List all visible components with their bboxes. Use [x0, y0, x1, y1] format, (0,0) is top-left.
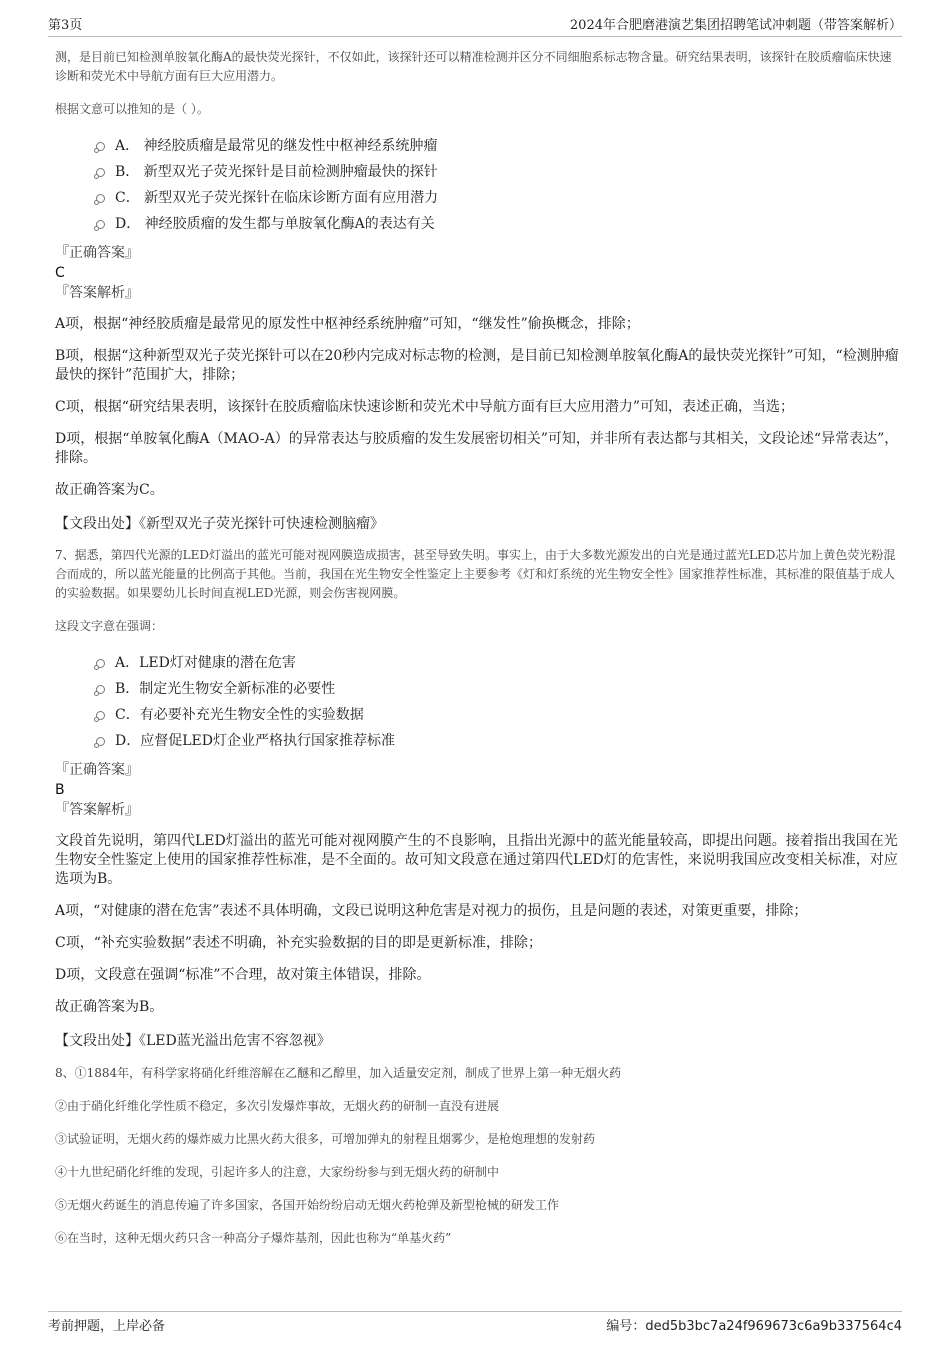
q7-analysis-c: C项，“补充实验数据”表述不明确，补充实验数据的目的即是更新标准，排除； [55, 935, 543, 951]
q7-analysis-d: D项，文段意在强调“标准”不合理，故对策主体错误，排除。 [55, 967, 431, 983]
q6-option-b[interactable]: B． 新型双光子荧光探针是目前检测肿瘤最快的探针 [95, 159, 900, 185]
document-title: 2024年合肥磨港演艺集团招聘笔试冲刺题（带答案解析） [569, 18, 902, 33]
q8-item-3: ③试验证明，无烟火药的爆炸威力比黑火药大很多，可增加弹丸的射程且烟雾少，是枪炮理想的发射药 [55, 1132, 596, 1146]
q6-answer-label: 『正确答案』 [55, 245, 139, 261]
document-id: 编号：ded5b3bc7a24f969673c6a9b337564c4 [606, 1319, 902, 1334]
q8-item-4: ④十九世纪硝化纤维的发现，引起许多人的注意，大家纷纷参与到无烟火药的研制中 [55, 1165, 500, 1179]
q7-conclusion: 故正确答案为B。 [55, 999, 164, 1015]
radio-icon[interactable] [96, 711, 105, 720]
q6-option-d[interactable]: D． 神经胶质瘤的发生都与单胺氧化酶A的表达有关 [95, 211, 900, 237]
q6-analysis-label: 『答案解析』 [55, 285, 139, 301]
q7-option-a[interactable]: A．LED灯对健康的潜在危害 [95, 650, 900, 676]
q7-stem: 7、据悉，第四代光源的LED灯溢出的蓝光可能对视网膜造成损害，甚至导致失明。事实上，由于大多数光源发出的白光是通过蓝光LED芯片加上黄色荧光粉混合而成的，所以蓝光能量的比例高于其他。当前，我国在光生物安全性鉴定上主要参考《灯和灯系统的光生物安全性》国家推荐性标准，其标准的限值基于成人的实验数据。如果婴幼儿长时间直视LED光源，则会伤害视网膜。 [55, 548, 896, 600]
page-header [48, 14, 902, 37]
q7-analysis-a: A项，“对健康的潜在危害”表述不具体明确，文段已说明这种危害是对视力的损伤，且是问题的表述，对策更重要，排除； [55, 903, 808, 919]
q6-analysis-a: A项，根据“神经胶质瘤是最常见的原发性中枢神经系统肿瘤”可知，“继发性”偷换概念，排除； [55, 316, 640, 332]
radio-icon[interactable] [96, 168, 105, 177]
q7-prompt: 这段文字意在强调： [55, 619, 164, 633]
q6-prompt: 根据文意可以推知的是（ ）。 [55, 102, 209, 116]
page-number: 第3页 [48, 18, 83, 33]
q7-options [95, 650, 900, 754]
footer-slogan: 考前押题，上岸必备 [48, 1319, 166, 1334]
q6-option-a[interactable]: A． 神经胶质瘤是最常见的继发性中枢神经系统肿瘤 [95, 133, 900, 159]
q6-source: 【文段出处】《新型双光子荧光探针可快速检测脑瘤》 [55, 516, 384, 532]
radio-icon[interactable] [96, 659, 105, 668]
q6-analysis-d: D项，根据“单胺氧化酶A（MAO-A）的异常表达与胶质瘤的发生发展密切相关”可知，并非所有表达都与其相关，文段论述“异常表达”，排除。 [55, 431, 899, 466]
q6-option-c[interactable]: C． 新型双光子荧光探针在临床诊断方面有应用潜力 [95, 185, 900, 211]
q6-analysis-c: C项，根据“研究结果表明，该探针在胶质瘤临床快速诊断和荧光术中导航方面有巨大应用潜力”可知，表述正确，当选； [55, 399, 795, 415]
q6-stem: 测，是目前已知检测单胺氧化酶A的最快荧光探针，不仅如此，该探针还可以精准检测并区分不同细胞系标志物含量。研究结果表明，该探针在胶质瘤临床快速诊断和荧光术中导航方面有巨大应用潜力。 [55, 50, 892, 83]
q7-analysis-label: 『答案解析』 [55, 802, 139, 818]
q7-answer: B [55, 782, 65, 798]
q8-item-1: 8、①1884年，有科学家将硝化纤维溶解在乙醚和乙醇里，加入适量安定剂，制成了世界上第一种无烟火药 [55, 1066, 622, 1080]
q8-item-2: ②由于硝化纤维化学性质不稳定，多次引发爆炸事故，无烟火药的研制一直没有进展 [55, 1099, 500, 1113]
radio-icon[interactable] [96, 685, 105, 694]
radio-icon[interactable] [96, 194, 105, 203]
q6-conclusion: 故正确答案为C。 [55, 482, 164, 498]
radio-icon[interactable] [96, 142, 105, 151]
q7-option-b[interactable]: B．制定光生物安全新标准的必要性 [95, 676, 900, 702]
radio-icon[interactable] [96, 737, 105, 746]
page-footer [48, 1311, 902, 1334]
q7-analysis-intro: 文段首先说明，第四代LED灯溢出的蓝光可能对视网膜产生的不良影响，且指出光源中的蓝光能量较高，即提出问题。接着指出我国在光生物安全性鉴定上使用的国家推荐性标准，是不全面的。故可知文段意在通过第四代LED灯的危害性，来说明我国应改变相关标准，对应选项为B。 [55, 833, 898, 887]
q7-option-d[interactable]: D．应督促LED灯企业严格执行国家推荐标准 [95, 728, 900, 754]
radio-icon[interactable] [96, 220, 105, 229]
q7-answer-label: 『正确答案』 [55, 762, 139, 778]
q8-item-6: ⑥在当时，这种无烟火药只含一种高分子爆炸基剂，因此也称为“单基火药” [55, 1231, 452, 1245]
q8-item-5: ⑤无烟火药诞生的消息传遍了许多国家，各国开始纷纷启动无烟火药枪弹及新型枪械的研发工作 [55, 1198, 560, 1212]
q6-answer: C [55, 265, 65, 281]
main-content [55, 48, 900, 1248]
q7-source: 【文段出处】《LED蓝光溢出危害不容忽视》 [55, 1033, 331, 1049]
q6-analysis-b: B项，根据“这种新型双光子荧光探针可以在20秒内完成对标志物的检测，是目前已知检测单胺氧化酶A的最快荧光探针”可知，“检测肿瘤最快的探针”范围扩大，排除； [55, 348, 899, 383]
q7-option-c[interactable]: C．有必要补充光生物安全性的实验数据 [95, 702, 900, 728]
q6-options [95, 133, 900, 237]
